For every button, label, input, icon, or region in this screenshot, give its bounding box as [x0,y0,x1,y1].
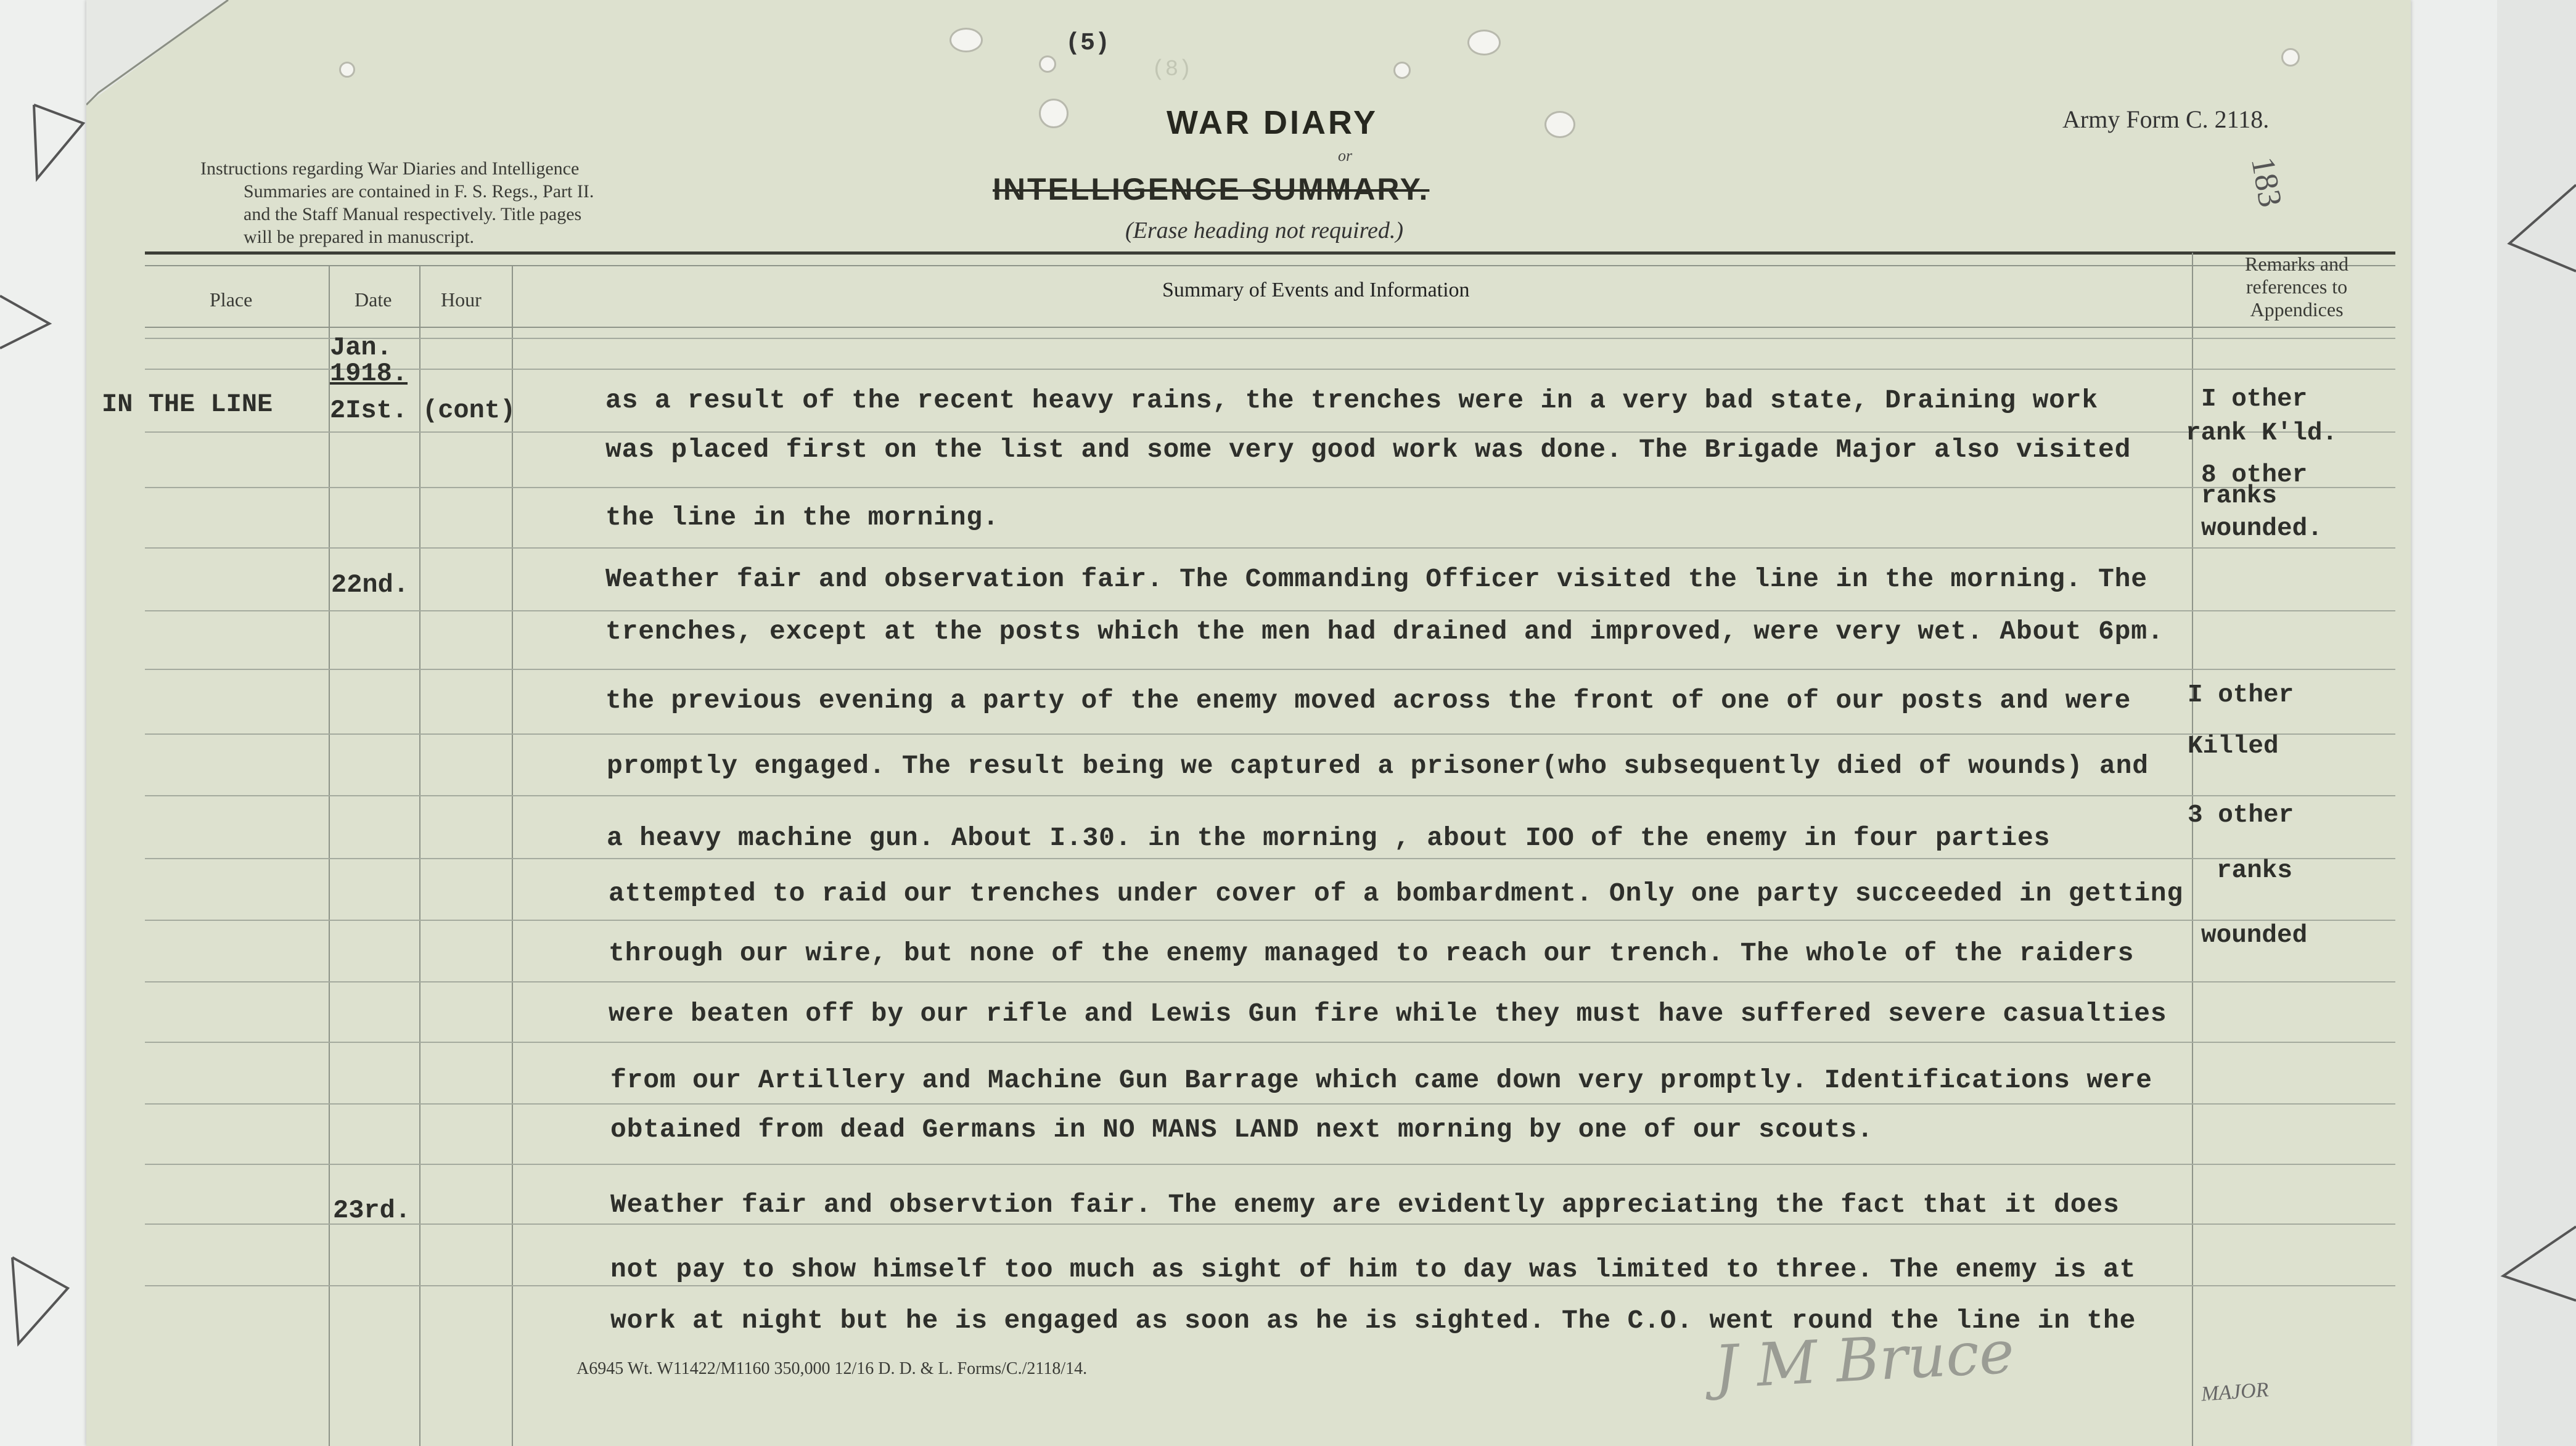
remarks-line: rank K'ld. [2186,419,2338,447]
summary-line: Weather fair and observation fair. The Commanding Officer visited the line in the morning. The [605,564,2147,594]
remarks-header-line: Appendices [2250,298,2344,321]
signature-rank: MAJOR [2200,1378,2270,1406]
punch-hole [1544,111,1575,138]
summary-line: were beaten off by our rifle and Lewis Gun fire while they must have suffered severe casualties [609,999,2167,1029]
remarks-line: ranks [2201,482,2278,510]
summary-line: from our Artillery and Machine Gun Barrage which came down very promptly. Identifications were [610,1065,2152,1095]
date-21st: 2Ist. [330,396,408,425]
summary-line: not pay to show himself too much as sight of him to day was limited to three. The enemy is at [610,1254,2136,1285]
punch-hole [1039,55,1056,73]
summary-line: promptly engaged. The result being we captured a prisoner(who subsequently died of wounds) and [607,751,2149,781]
punch-hole [950,28,983,52]
erase-note: (Erase heading not required.) [1125,218,1403,243]
intelligence-summary-heading: INTELLIGENCE SUMMARY. [993,172,1430,206]
row-rule [145,547,2395,549]
document-title: WAR DIARY [1167,104,1378,141]
row-rule [145,1164,2395,1165]
column-header-summary: Summary of Events and Information [1162,279,1470,301]
date-22nd: 22nd. [331,570,409,600]
ghost-page-number: (8) [1152,57,1192,82]
date-column-rule [419,265,420,1446]
hour-column-rule [512,265,513,1446]
summary-line: the previous evening a party of the enemy moved across the front of one of our posts and were [605,685,2131,716]
folded-corner [86,0,247,136]
remarks-header-line: references to [2246,276,2348,298]
row-rule [145,1042,2395,1043]
remarks-line: 8 other [2201,461,2308,489]
column-header-remarks [2198,253,2395,321]
header-rule [145,251,2395,255]
row-rule [145,369,2395,370]
row-rule [145,487,2395,488]
hour-21st: (cont) [422,396,516,425]
folio-number: 183 [2244,154,2290,210]
row-rule [145,733,2395,735]
remarks-line: wounded [2201,921,2308,950]
army-form-number: Army Form C. 2118. [2062,105,2270,133]
punch-hole [1039,99,1069,128]
row-rule [145,1223,2395,1225]
title-or: or [1338,147,1353,165]
row-rule [145,1285,2395,1286]
place-column-rule [329,265,330,1446]
summary-line: was placed first on the list and some very good work was done. The Brigade Major also visited [605,435,2131,465]
row-rule [145,338,2395,339]
column-header-date: Date [355,288,392,311]
instructions-line: Instructions regarding War Diaries and Intelligence [200,158,580,179]
column-header-place: Place [210,288,253,311]
column-header-top-rule [145,265,2395,266]
remarks-line: 3 other [2188,801,2294,830]
date-23rd: 23rd. [333,1196,411,1225]
date-month: Jan. [330,333,392,362]
summary-line: through our wire, but none of the enemy managed to reach our trench. The whole of the raiders [609,938,2135,968]
summary-line: a heavy machine gun. About I.30. in the morning , about IOO of the enemy in four parties [607,823,2051,853]
remarks-line: I other [2188,681,2294,709]
war-diary-sheet [86,0,2411,1446]
punch-hole [2281,48,2300,67]
date-year: 1918. [330,359,408,388]
row-rule [145,431,2395,433]
instructions-line: will be prepared in manuscript. [244,227,475,247]
summary-line: the line in the morning. [605,502,999,533]
place-entry: IN THE LINE [102,390,273,419]
row-rule [145,981,2395,982]
punch-hole [1467,30,1501,55]
remarks-header-line: Remarks and [2245,253,2348,275]
instructions-line: and the Staff Manual respectively. Title pages [244,204,582,224]
row-rule [145,1103,2395,1105]
column-header-bottom-rule [145,327,2395,328]
remarks-line: wounded. [2201,515,2323,543]
remarks-line: I other [2201,385,2308,414]
summary-line: work at night but he is engaged as soon as he is sighted. The C.O. went round the line in the [610,1305,2136,1336]
page-number: (5) [1065,30,1110,57]
row-rule [145,669,2395,670]
print-code: A6945 Wt. W11422/M1160 350,000 12/16 D. D. & L. Forms/C./2118/14. [576,1359,1088,1378]
instructions-block [200,157,594,248]
row-rule [145,858,2395,859]
column-header-hour: Hour [441,288,482,311]
summary-line: attempted to raid our trenches under cover of a bombardment. Only one party succeeded in getting [609,878,2184,909]
instructions-line: Summaries are contained in F. S. Regs., Part II. [244,181,594,202]
summary-line: as a result of the recent heavy rains, the trenches were in a very bad state, Draining work [605,385,2098,415]
signature: J M Bruce [1712,1317,2016,1402]
summary-line: Weather fair and observtion fair. The enemy are evidently appreciating the fact that it does [610,1190,2120,1220]
row-rule [145,920,2395,921]
remarks-line: ranks [2217,857,2293,885]
summary-line: obtained from dead Germans in NO MANS LAND next morning by one of our scouts. [610,1114,1874,1145]
remarks-line: Killed [2188,732,2279,761]
row-rule [145,795,2395,796]
punch-hole [339,62,355,78]
row-rule [145,610,2395,611]
punch-hole [1393,62,1411,79]
summary-line: trenches, except at the posts which the men had drained and improved, were very wet. About 6pm. [605,616,2164,647]
